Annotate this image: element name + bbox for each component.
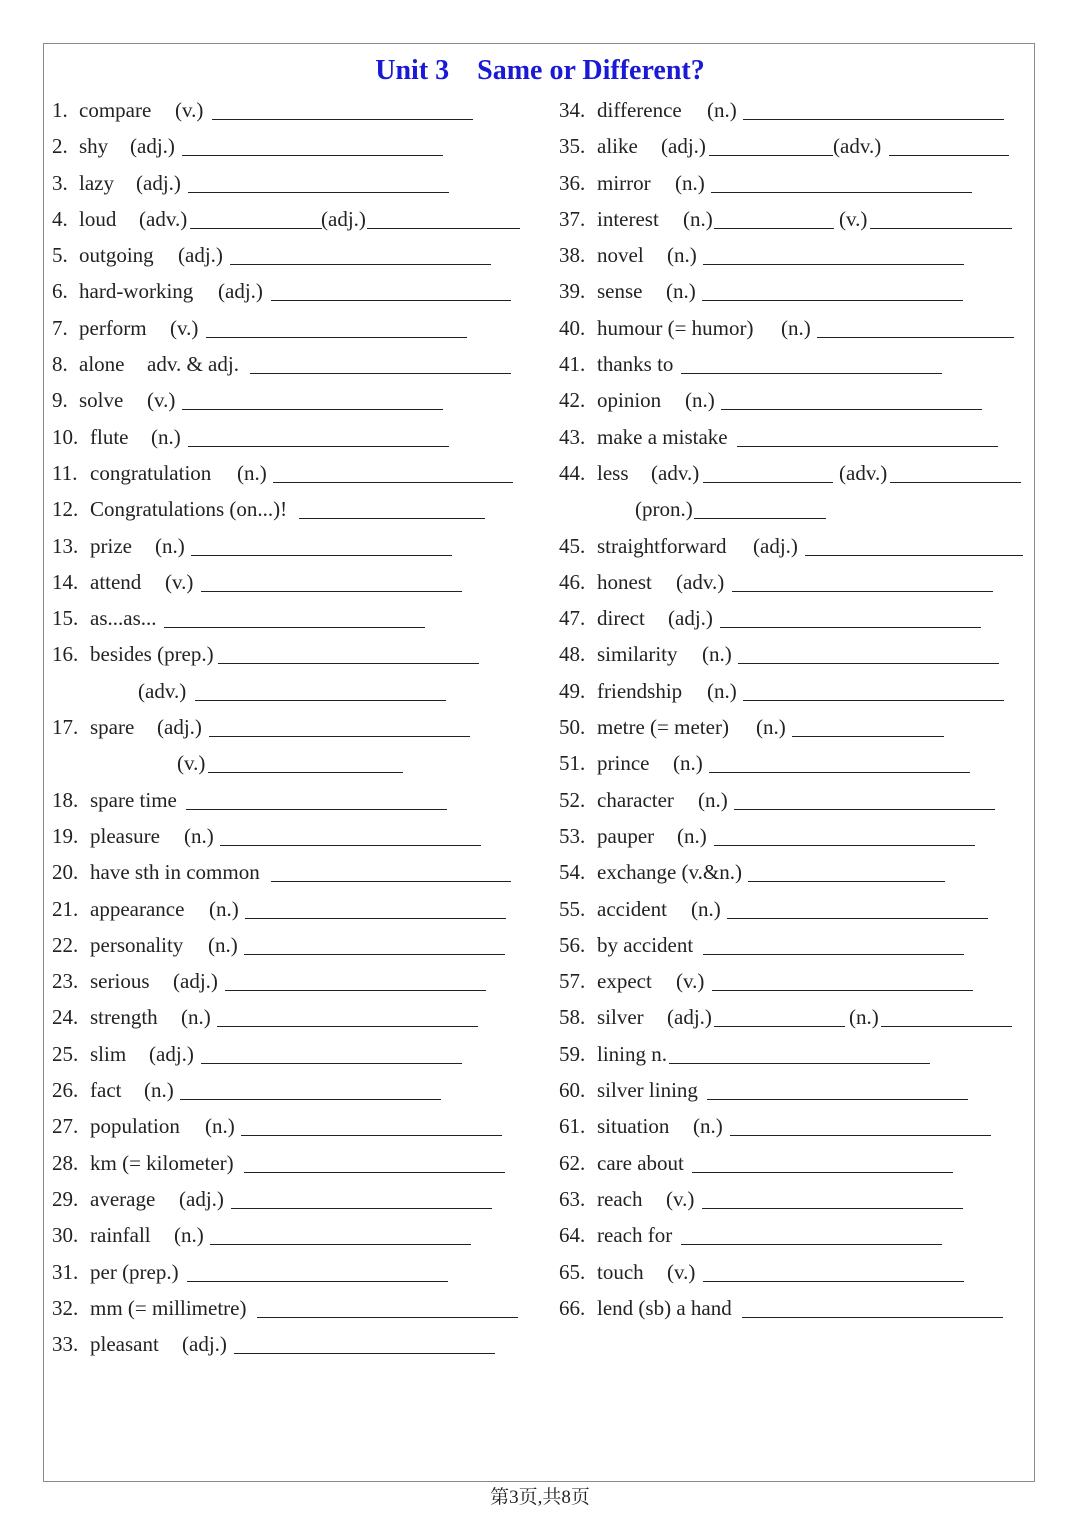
answer-blank[interactable]	[208, 772, 403, 773]
vocab-term: sense	[597, 279, 643, 304]
item-number: 44.	[559, 460, 586, 485]
answer-blank[interactable]	[817, 337, 1014, 338]
vocab-term: (v.)	[177, 751, 206, 776]
vocab-term: less	[597, 460, 629, 485]
item-number: 42.	[559, 388, 586, 413]
part-of-speech-label: (adj.)	[179, 1186, 224, 1211]
item-number: 14.	[52, 569, 79, 594]
vocab-term: population	[90, 1114, 180, 1139]
item-number: 2.	[52, 134, 68, 159]
answer-blank[interactable]	[748, 881, 945, 882]
vocab-term: expect	[597, 969, 652, 994]
answer-blank[interactable]	[195, 700, 446, 701]
vocab-term: shy	[79, 134, 109, 159]
answer-blank[interactable]	[244, 1172, 505, 1173]
part-of-speech-label: (adj.)	[753, 533, 798, 558]
item-number: 63.	[559, 1186, 586, 1211]
answer-blank[interactable]	[250, 373, 511, 374]
part-of-speech-label: (n.)	[208, 932, 238, 957]
answer-blank[interactable]	[732, 591, 993, 592]
answer-blank[interactable]	[231, 1208, 492, 1209]
answer-blank[interactable]	[730, 1135, 991, 1136]
answer-blank[interactable]	[188, 446, 449, 447]
item-number: 30.	[52, 1223, 79, 1248]
vocab-term: fact	[90, 1078, 122, 1103]
vocab-term: opinion	[597, 388, 662, 413]
answer-blank[interactable]	[220, 845, 481, 846]
item-number: 11.	[52, 460, 78, 485]
item-number: 5.	[52, 243, 68, 268]
page-title: Unit 3 Same or Different?	[375, 55, 705, 86]
vocab-term: novel	[597, 243, 644, 268]
answer-blank[interactable]	[271, 881, 511, 882]
part-of-speech-label: (adj.)	[130, 134, 175, 159]
item-number: 22.	[52, 932, 79, 957]
item-number: 16.	[52, 642, 79, 667]
vocab-term: perform	[79, 315, 147, 340]
vocab-term: honest	[597, 569, 652, 594]
answer-blank[interactable]	[681, 373, 942, 374]
answer-blank[interactable]	[692, 1172, 953, 1173]
part-of-speech-label: (n.)	[181, 1005, 211, 1030]
answer-blank[interactable]	[230, 264, 491, 265]
answer-blank[interactable]	[209, 736, 470, 737]
answer-blank[interactable]	[743, 700, 1004, 701]
part-of-speech-label: (adj.)	[661, 134, 706, 159]
item-number: 56.	[559, 932, 586, 957]
vocab-term: hard-working	[79, 279, 194, 304]
vocab-term: have sth in common	[90, 860, 260, 885]
vocab-term: prince	[597, 751, 650, 776]
item-number: 34.	[559, 98, 586, 122]
answer-blank[interactable]	[889, 155, 1009, 156]
answer-blank[interactable]	[164, 627, 425, 628]
answer-blank[interactable]	[245, 918, 506, 919]
item-number: 26.	[52, 1078, 79, 1103]
part-of-speech-label: (n.)	[174, 1223, 204, 1248]
item-number: 64.	[559, 1223, 586, 1248]
answer-blank[interactable]	[711, 192, 972, 193]
answer-blank[interactable]	[201, 591, 462, 592]
answer-blank[interactable]	[180, 1099, 441, 1100]
item-number: 29.	[52, 1186, 79, 1211]
item-number: 1.	[52, 98, 68, 122]
answer-blank[interactable]	[206, 337, 467, 338]
item-number: 45.	[559, 533, 586, 558]
vocab-term: average	[90, 1186, 156, 1211]
answer-blank[interactable]	[743, 119, 1004, 120]
item-number: 10.	[52, 424, 79, 449]
item-number: 4.	[52, 206, 68, 231]
part-of-speech-label: (n.)	[184, 823, 214, 848]
answer-blank[interactable]	[792, 736, 944, 737]
part-of-speech-label: (v.)	[147, 388, 176, 413]
part-of-speech-label: (n.)	[144, 1078, 174, 1103]
part-of-speech-label: (adv.)	[139, 206, 188, 231]
item-number: 7.	[52, 315, 68, 340]
vocab-term: serious	[90, 969, 150, 994]
vocab-term: pleasant	[90, 1332, 159, 1357]
part-of-speech-label: (v.)	[839, 206, 868, 231]
part-of-speech-label: (n.)	[683, 206, 713, 231]
vocab-term: make a mistake	[597, 424, 728, 449]
part-of-speech-label: (v.)	[667, 1259, 696, 1284]
part-of-speech-label: (adj.)	[667, 1005, 712, 1030]
answer-blank[interactable]	[737, 446, 998, 447]
part-of-speech-label: (v.)	[666, 1186, 695, 1211]
answer-blank[interactable]	[709, 772, 970, 773]
vocab-term: difference	[597, 98, 682, 122]
answer-blank[interactable]	[707, 1099, 968, 1100]
vocab-term: flute	[90, 424, 129, 449]
item-number: 17.	[52, 715, 79, 740]
vocab-term: friendship	[597, 678, 683, 703]
part-of-speech-label: (n.)	[702, 642, 732, 667]
item-number: 31.	[52, 1259, 79, 1284]
part-of-speech-label: (adj.)	[218, 279, 263, 304]
part-of-speech-label: (n.)	[666, 279, 696, 304]
item-number: 20.	[52, 860, 79, 885]
item-number: 59.	[559, 1041, 586, 1066]
vocab-term: similarity	[597, 642, 678, 667]
item-number: 15.	[52, 606, 79, 631]
answer-blank[interactable]	[182, 409, 443, 410]
vocab-term: (adv.)	[138, 678, 187, 703]
answer-blank[interactable]	[720, 627, 981, 628]
vocab-term: km (= kilometer)	[90, 1150, 234, 1175]
part-of-speech-label: (n.)	[698, 787, 728, 812]
vocab-term: strength	[90, 1005, 158, 1030]
item-number: 12.	[52, 497, 79, 522]
item-number: 43.	[559, 424, 586, 449]
answer-blank[interactable]	[187, 1281, 448, 1282]
item-number: 38.	[559, 243, 586, 268]
item-number: 62.	[559, 1150, 586, 1175]
item-number: 66.	[559, 1295, 586, 1320]
part-of-speech-label: (n.)	[849, 1005, 879, 1030]
vocab-term: rainfall	[90, 1223, 151, 1248]
answer-blank[interactable]	[244, 954, 505, 955]
answer-blank[interactable]	[234, 1353, 495, 1354]
part-of-speech-label: (v.)	[175, 98, 204, 122]
item-number: 24.	[52, 1005, 79, 1030]
answer-blank[interactable]	[870, 228, 1012, 229]
vocab-term: appearance	[90, 896, 185, 921]
item-number: 53.	[559, 823, 586, 848]
answer-blank[interactable]	[714, 845, 975, 846]
vocab-term: compare	[79, 98, 152, 122]
answer-blank[interactable]	[881, 1026, 1012, 1027]
part-of-speech-label: (n.)	[693, 1114, 723, 1139]
vocab-term: mirror	[597, 170, 651, 195]
vocab-term: alone	[79, 352, 125, 377]
vocab-term: solve	[79, 388, 124, 413]
item-number: 6.	[52, 279, 68, 304]
item-number: 3.	[52, 170, 68, 195]
answer-blank[interactable]	[191, 555, 452, 556]
vocab-term: character	[597, 787, 674, 812]
answer-blank[interactable]	[694, 518, 826, 519]
answer-blank[interactable]	[727, 918, 988, 919]
item-number: 19.	[52, 823, 79, 848]
answer-blank[interactable]	[703, 1281, 964, 1282]
answer-blank[interactable]	[742, 1317, 1003, 1318]
part-of-speech-label: (v.)	[165, 569, 194, 594]
vocab-term: alike	[597, 134, 638, 159]
page-footer: 第3页,共8页	[490, 1487, 590, 1508]
part-of-speech-label: (n.)	[209, 896, 239, 921]
part-of-speech-label: (n.)	[205, 1114, 235, 1139]
vocab-term: (pron.)	[635, 497, 693, 522]
item-number: 58.	[559, 1005, 586, 1030]
item-number: 61.	[559, 1114, 586, 1139]
answer-blank[interactable]	[186, 809, 447, 810]
answer-blank[interactable]	[681, 1244, 942, 1245]
vocab-term: slim	[90, 1041, 127, 1066]
item-number: 39.	[559, 279, 586, 304]
answer-blank[interactable]	[210, 1244, 471, 1245]
answer-blank[interactable]	[709, 155, 833, 156]
item-number: 37.	[559, 206, 586, 231]
answer-blank[interactable]	[714, 228, 834, 229]
vocab-term: lazy	[79, 170, 114, 195]
item-number: 55.	[559, 896, 586, 921]
item-number: 41.	[559, 352, 586, 377]
vocab-term: mm (= millimetre)	[90, 1295, 247, 1320]
answer-blank[interactable]	[271, 300, 511, 301]
part-of-speech-label: (n.)	[677, 823, 707, 848]
item-number: 28.	[52, 1150, 79, 1175]
answer-blank[interactable]	[669, 1063, 930, 1064]
part-of-speech-label: (n.)	[667, 243, 697, 268]
vocab-term: outgoing	[79, 243, 154, 268]
item-number: 52.	[559, 787, 586, 812]
item-number: 13.	[52, 533, 79, 558]
item-number: 51.	[559, 751, 586, 776]
part-of-speech-label: (n.)	[155, 533, 185, 558]
item-number: 21.	[52, 896, 79, 921]
vocab-term: loud	[79, 206, 117, 231]
item-number: 54.	[559, 860, 586, 885]
answer-blank[interactable]	[805, 555, 1023, 556]
item-number: 47.	[559, 606, 586, 631]
answer-blank[interactable]	[273, 482, 513, 483]
item-number: 57.	[559, 969, 586, 994]
answer-blank[interactable]	[241, 1135, 502, 1136]
part-of-speech-label: (adj.)	[178, 243, 223, 268]
answer-blank[interactable]	[217, 1026, 478, 1027]
part-of-speech-label: (v.)	[170, 315, 199, 340]
vocab-term: prize	[90, 533, 132, 558]
part-of-speech-label: (adj.)	[136, 170, 181, 195]
vocab-term: metre (= meter)	[597, 715, 729, 740]
part-of-speech-label: (n.)	[756, 715, 786, 740]
item-number: 36.	[559, 170, 586, 195]
vocab-term: accident	[597, 896, 667, 921]
answer-blank[interactable]	[714, 1026, 845, 1027]
item-number: 46.	[559, 569, 586, 594]
vocab-term: lend (sb) a hand	[597, 1295, 732, 1320]
answer-blank[interactable]	[212, 119, 473, 120]
part-of-speech-label: (adj.)	[668, 606, 713, 631]
answer-blank[interactable]	[738, 663, 999, 664]
answer-blank[interactable]	[257, 1317, 518, 1318]
part-of-speech-label: (adj.)	[149, 1041, 194, 1066]
item-number: 65.	[559, 1259, 586, 1284]
answer-blank[interactable]	[190, 228, 322, 229]
vocab-term: straightforward	[597, 533, 727, 558]
vocab-term: pleasure	[90, 823, 160, 848]
part-of-speech-label: adv. & adj.	[147, 352, 239, 377]
vocab-term: silver lining	[597, 1078, 698, 1103]
item-number: 18.	[52, 787, 79, 812]
answer-blank[interactable]	[703, 954, 964, 955]
vocab-term: pauper	[597, 823, 655, 848]
part-of-speech-label: (n.)	[781, 315, 811, 340]
item-number: 32.	[52, 1295, 79, 1320]
part-of-speech-label: (adj.)	[157, 715, 202, 740]
item-number: 49.	[559, 678, 586, 703]
vocab-term: situation	[597, 1114, 670, 1139]
vocab-term: congratulation	[90, 460, 212, 485]
part-of-speech-label: (n.)	[685, 388, 715, 413]
vocab-term: direct	[597, 606, 645, 631]
answer-blank[interactable]	[890, 482, 1021, 483]
vocab-term: by accident	[597, 932, 694, 957]
vocab-term: personality	[90, 932, 184, 957]
item-number: 48.	[559, 642, 586, 667]
answer-blank[interactable]	[188, 192, 449, 193]
part-of-speech-label: (n.)	[675, 170, 705, 195]
part-of-speech-label: (adj.)	[173, 969, 218, 994]
item-number: 40.	[559, 315, 586, 340]
answer-blank[interactable]	[218, 663, 479, 664]
answer-blank[interactable]	[367, 228, 520, 229]
answer-blank[interactable]	[225, 990, 486, 991]
answer-blank[interactable]	[702, 300, 963, 301]
part-of-speech-label: (adj.)	[321, 206, 366, 231]
item-number: 33.	[52, 1332, 79, 1357]
item-number: 27.	[52, 1114, 79, 1139]
item-number: 25.	[52, 1041, 79, 1066]
vocab-term: touch	[597, 1259, 644, 1284]
part-of-speech-label: (adv.)	[839, 460, 888, 485]
part-of-speech-label: (n.)	[691, 896, 721, 921]
vocab-term: as...as...	[90, 606, 157, 631]
answer-blank[interactable]	[702, 1208, 963, 1209]
answer-blank[interactable]	[721, 409, 982, 410]
answer-blank[interactable]	[703, 482, 833, 483]
vocab-term: reach for	[597, 1223, 673, 1248]
vocab-term: per (prep.)	[90, 1259, 179, 1284]
vocab-term: lining n.	[597, 1041, 668, 1066]
vocab-term: exchange (v.&n.)	[597, 860, 742, 885]
vocab-term: humour (= humor)	[597, 315, 754, 340]
vocab-term: care about	[597, 1150, 684, 1175]
vocab-term: spare	[90, 715, 135, 740]
part-of-speech-label: (n.)	[151, 424, 181, 449]
part-of-speech-label: (n.)	[707, 98, 737, 122]
vocab-term: Congratulations (on...)!	[90, 497, 288, 522]
answer-blank[interactable]	[299, 518, 485, 519]
vocab-term: spare time	[90, 787, 177, 812]
vocab-term: attend	[90, 569, 142, 594]
vocab-term: reach	[597, 1186, 643, 1211]
item-number: 60.	[559, 1078, 586, 1103]
vocab-term: besides (prep.)	[90, 642, 214, 667]
item-number: 23.	[52, 969, 79, 994]
item-number: 9.	[52, 388, 68, 413]
part-of-speech-label: (n.)	[707, 678, 737, 703]
part-of-speech-label: (adv.)	[833, 134, 882, 159]
answer-blank[interactable]	[734, 809, 995, 810]
item-number: 35.	[559, 134, 586, 159]
answer-blank[interactable]	[712, 990, 973, 991]
part-of-speech-label: (adj.)	[182, 1332, 227, 1357]
answer-blank[interactable]	[703, 264, 964, 265]
part-of-speech-label: (adv.)	[676, 569, 725, 594]
part-of-speech-label: (n.)	[237, 460, 267, 485]
vocab-term: silver	[597, 1005, 644, 1030]
answer-blank[interactable]	[182, 155, 443, 156]
part-of-speech-label: (adv.)	[651, 460, 700, 485]
part-of-speech-label: (v.)	[676, 969, 705, 994]
item-number: 50.	[559, 715, 586, 740]
part-of-speech-label: (n.)	[673, 751, 703, 776]
item-number: 8.	[52, 352, 68, 377]
vocab-term: interest	[597, 206, 659, 231]
vocab-term: thanks to	[597, 352, 674, 377]
answer-blank[interactable]	[201, 1063, 462, 1064]
